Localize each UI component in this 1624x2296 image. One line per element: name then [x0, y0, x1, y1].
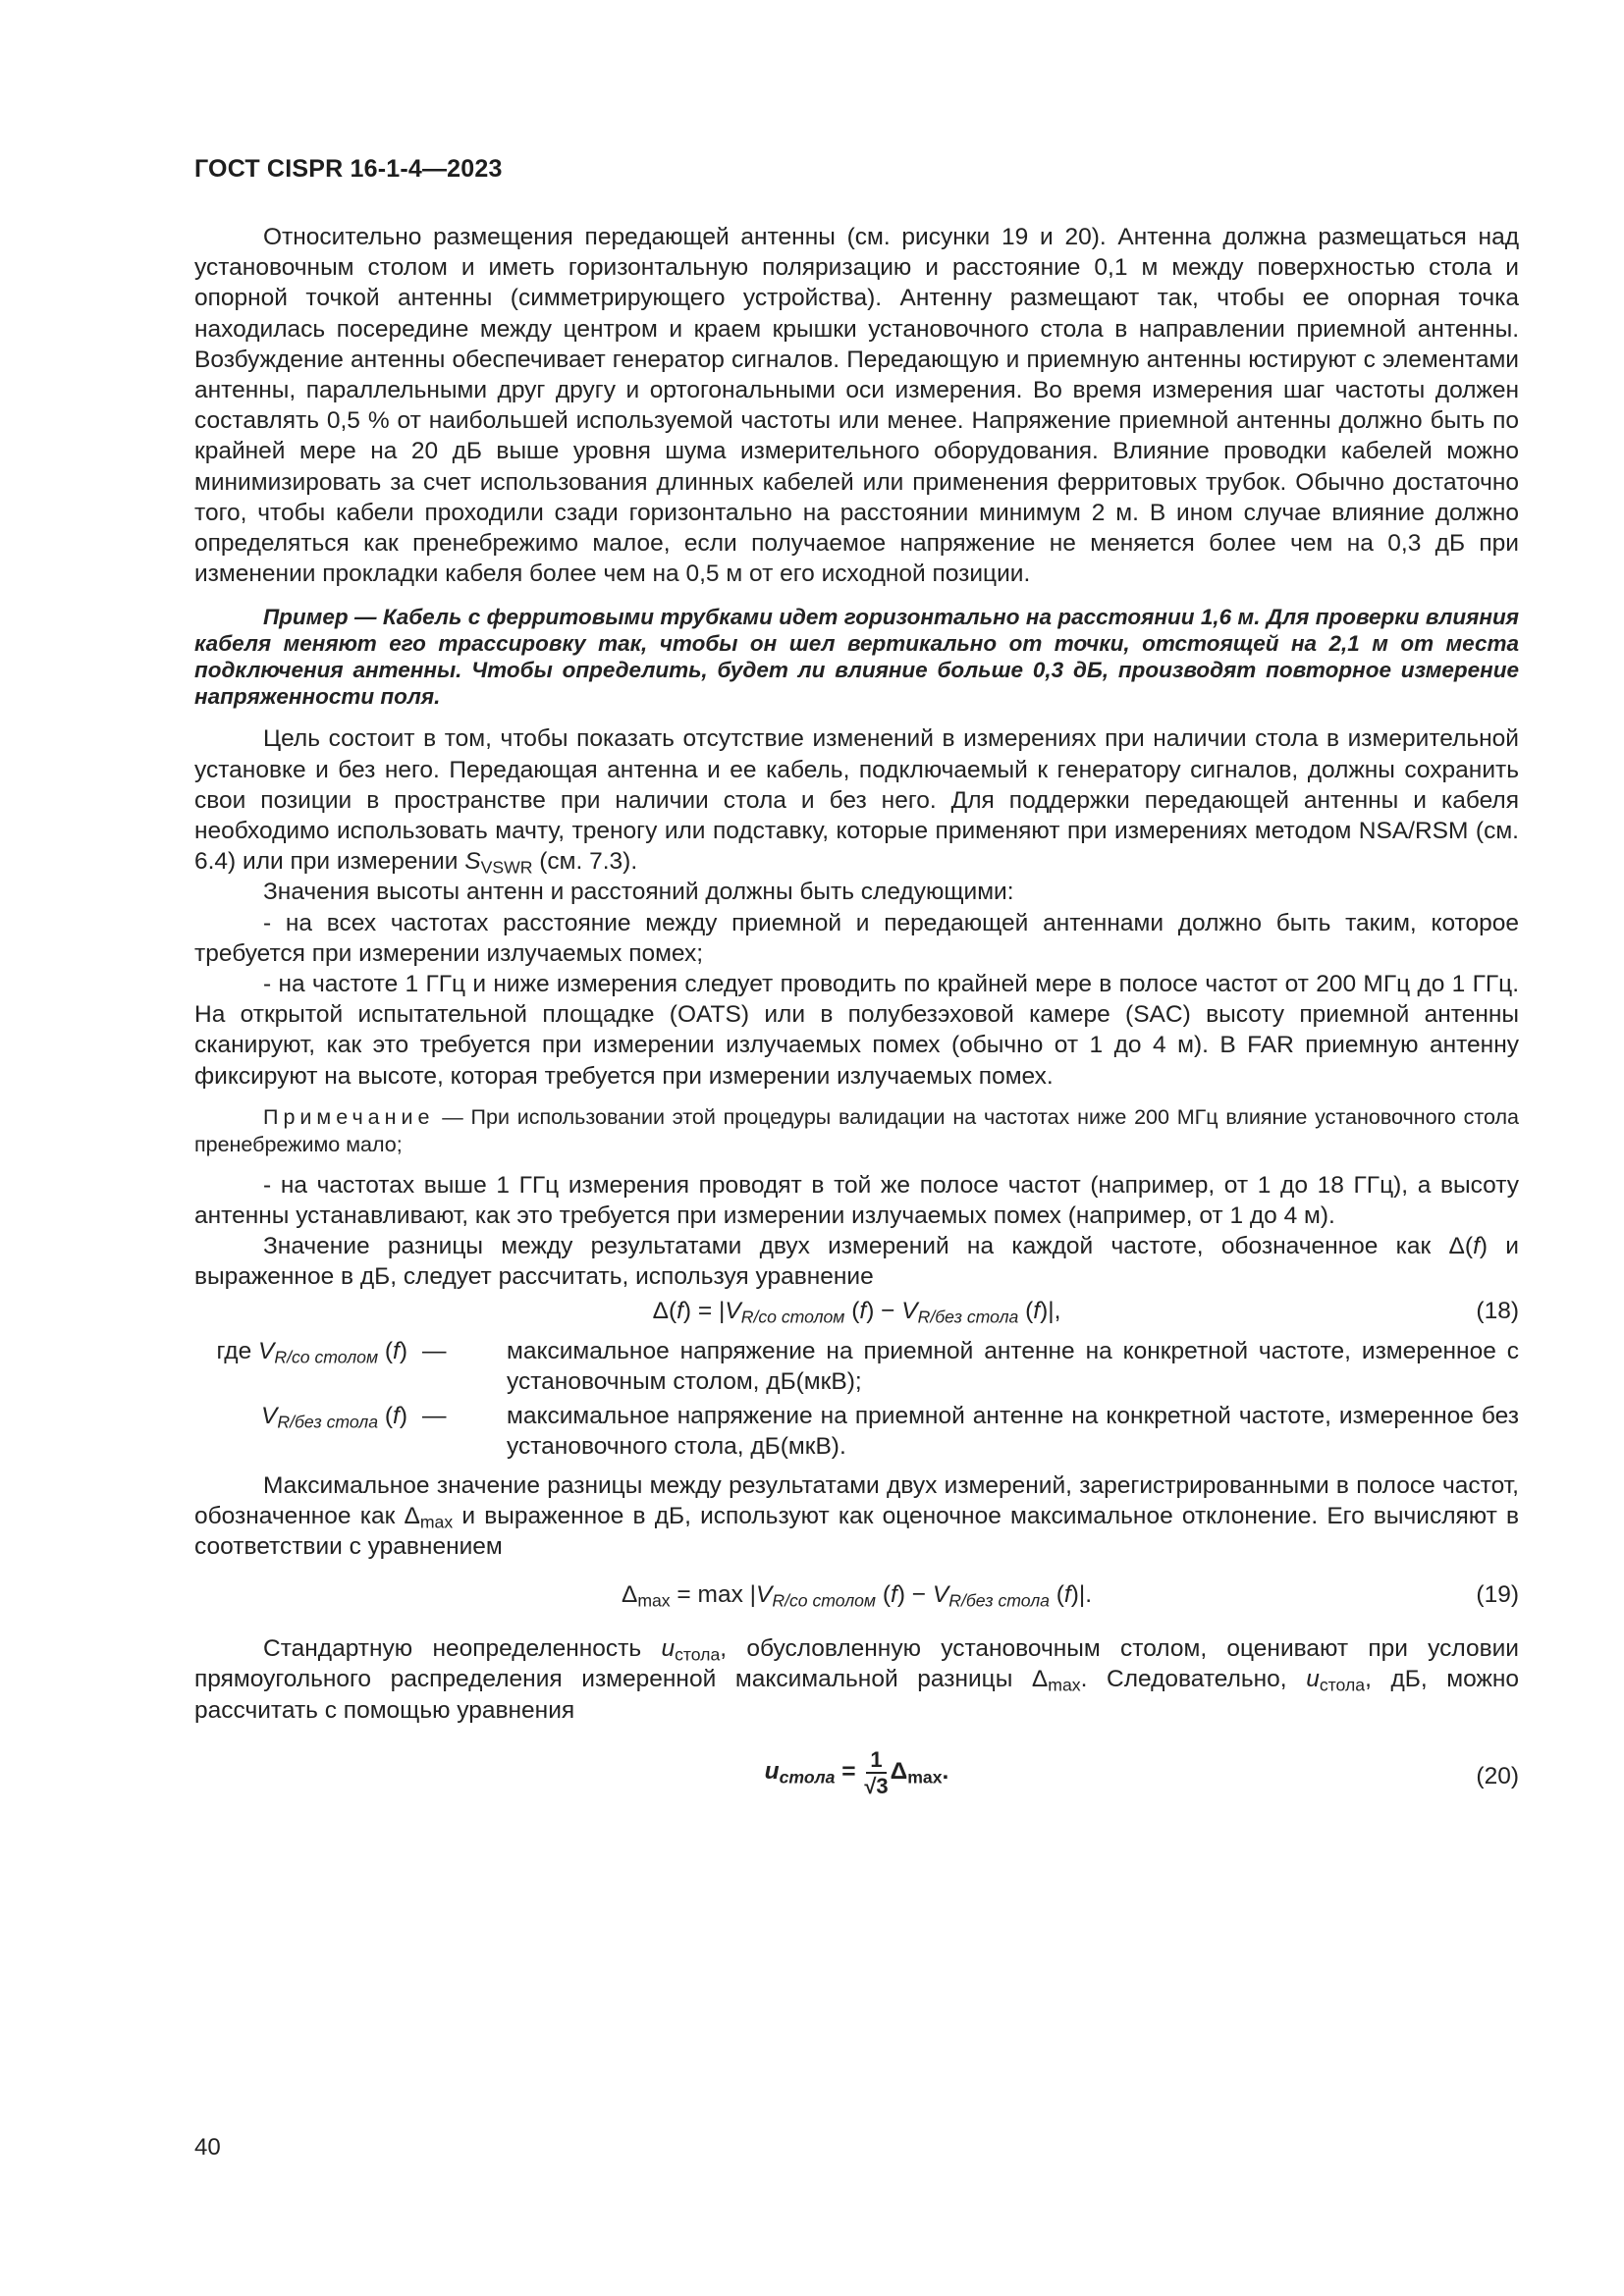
- where-dash: —: [422, 1337, 447, 1364]
- equation-number: (18): [1476, 1297, 1519, 1324]
- equation-18: [194, 1296, 1519, 1332]
- where-description: максимальное напряжение на приемной антенне на конкретной частоте, измеренное с установочным столом, дБ(мкВ);: [507, 1337, 1519, 1395]
- equation-19-expression: $\Delta_{max} = \max |V_{R/со столом}$ $(f) - V_{R/без стола}$ (f)|.: [621, 1581, 1093, 1611]
- equation-20: [194, 1741, 1519, 1804]
- note-label: Примечание: [263, 1104, 435, 1129]
- note-block: Примечание — При использовании этой процедуры валидации на частотах ниже 200 МГц влияние установочного стола пренебрежимо мало;: [194, 1104, 1519, 1156]
- list-item: - на частотах выше 1 ГГц измерения проводят в той же полосе частот (например, от 1 до 18 ГГц), а высоту антенны устанавливают, как это требуется при измерении излучаемых помех (например, от 1 до 4 м).: [194, 1171, 1519, 1230]
- where-symbol: где $V_{R/со столом}$ (f): [216, 1337, 407, 1367]
- document-header: ГОСТ CISPR 16-1-4—2023: [194, 155, 503, 183]
- equation-number: (20): [1476, 1762, 1519, 1789]
- paragraph-difference: Значение разницы между результатами двух измерений на каждой частоте, обозначенное как Δ(f) и выраженное в дБ, следует рассчитать, используя уравнение: [194, 1233, 1519, 1291]
- equation-19: [194, 1579, 1519, 1616]
- paragraph-goal: Цель состоит в том, чтобы показать отсутствие изменений в измерениях при наличии стола в измерительной установке и без него. Передающая антенна и ее кабель, подключаемый к генератору сигналов, должны сохранить свои позиции в пространстве при наличии стола и без него. Для поддержки передающей антенны и кабеля необходимо использовать мачту, треногу или подставку, которые применяют при измерениях методом NSA/RSM (см. 6.4) или при измерении $S_{VSWR}$ (см. 7.3).: [194, 725, 1519, 878]
- page-number: 40: [194, 2134, 221, 2161]
- where-description: максимальное напряжение на приемной антенне на конкретной частоте, измеренное без установочного стола, дБ(мкВ).: [507, 1403, 1519, 1461]
- paragraph-heights: Значения высоты антенн и расстояний должны быть следующими:: [263, 879, 1014, 906]
- example-block: Пример — Кабель с ферритовыми трубками идет горизонтально на расстоянии 1,6 м. Для проверки влияния кабеля меняют его трассировку так, чтобы он шел вертикально от точки, отстоящей на 2,1 м от места подключения антенны. Чтобы определить, будет ли влияние больше 0,3 дБ, производят повторное измерение напряженности поля.: [194, 605, 1519, 710]
- paragraph-antenna-placement: Относительно размещения передающей антенны (см. рисунки 19 и 20). Антенна должна размещаться над установочным столом и иметь горизонтальную поляризацию и расстояние 0,1 м между поверхностью стола и опорной точкой антенны (симметрирующего устройства). Антенну размещают так, чтобы ее опорная точка находилась посередине между центром и краем крышки установочного стола в направлении приемной антенны. Возбуждение антенны обеспечивает генератор сигналов. Передающую и приемную антенны юстируют с элементами антенны, параллельными друг другу и ортогональными оси измерения. Во время измерения шаг частоты должен составлять 0,5 % от наибольшей используемой частоты или менее. Напряжение приемной антенны должно быть по крайней мере на 20 дБ выше уровня шума измерительного оборудования. Влияние проводки кабелей можно минимизировать за счет использования длинных кабелей или применения ферритовых трубок. Обычно достаточно того, чтобы кабели проходили сзади горизонтально на расстоянии минимум 2 м. В ином случае влияние должно определяться как пренебрежимо малое, если получаемое напряжение не меняется более чем на 0,3 дБ при изменении прокладки кабеля более чем на 0,5 м от его исходной позиции.: [194, 224, 1519, 588]
- paragraph-max-deviation: Максимальное значение разницы между результатами двух измерений, зарегистрированными в полосе частот, обозначенное как $\Delta_{max}$ и выраженное в дБ, используют как оценочное максимальное отклонение. Его вычисляют в соответствии с уравнением: [194, 1471, 1519, 1560]
- list-item: - на частоте 1 ГГц и ниже измерения следует проводить по крайней мере в полосе частот от 200 МГц до 1 ГГц. На открытой испытательной площадке (OATS) или в полубезэховой камере (SAC) высоту приемной антенны сканируют, как это требуется при измерении излучаемых помех (обычно от 1 до 4 м). В FAR приемную антенну фиксируют на высоте, которая требуется при измерении излучаемых помех.: [194, 971, 1519, 1090]
- where-entry: [194, 1401, 1519, 1462]
- equation-20-expression: $u_{стола}$ = $\frac{1}{√3}$ $\Delta_{max}$.: [764, 1746, 949, 1798]
- equation-number: (19): [1476, 1581, 1519, 1609]
- where-symbol: $V_{R/без стола}$ (f): [261, 1403, 407, 1432]
- equation-18-expression: $\Delta(f) = |V_{R/со столом}$ $(f) - V_{R/без стола}$ (f)|,: [652, 1297, 1061, 1327]
- list-item: - на всех частотах расстояние между приемной и передающей антеннами должно быть таким, которое требуется при измерении излучаемых помех;: [194, 909, 1519, 967]
- fraction: $\frac{1}{√3}$: [864, 1746, 889, 1798]
- paragraph-uncertainty: Стандартную неопределенность $u_{стола}$, обусловленную установочным столом, оценивают при условии прямоугольного распределения измеренной максимальной разницы $\Delta_{max}$. Следовательно, $u_{стола}$, дБ, можно рассчитать с помощью уравнения: [194, 1635, 1520, 1724]
- document-body: [194, 222, 1519, 1807]
- where-dash: —: [422, 1403, 447, 1430]
- where-entry: [194, 1336, 1519, 1397]
